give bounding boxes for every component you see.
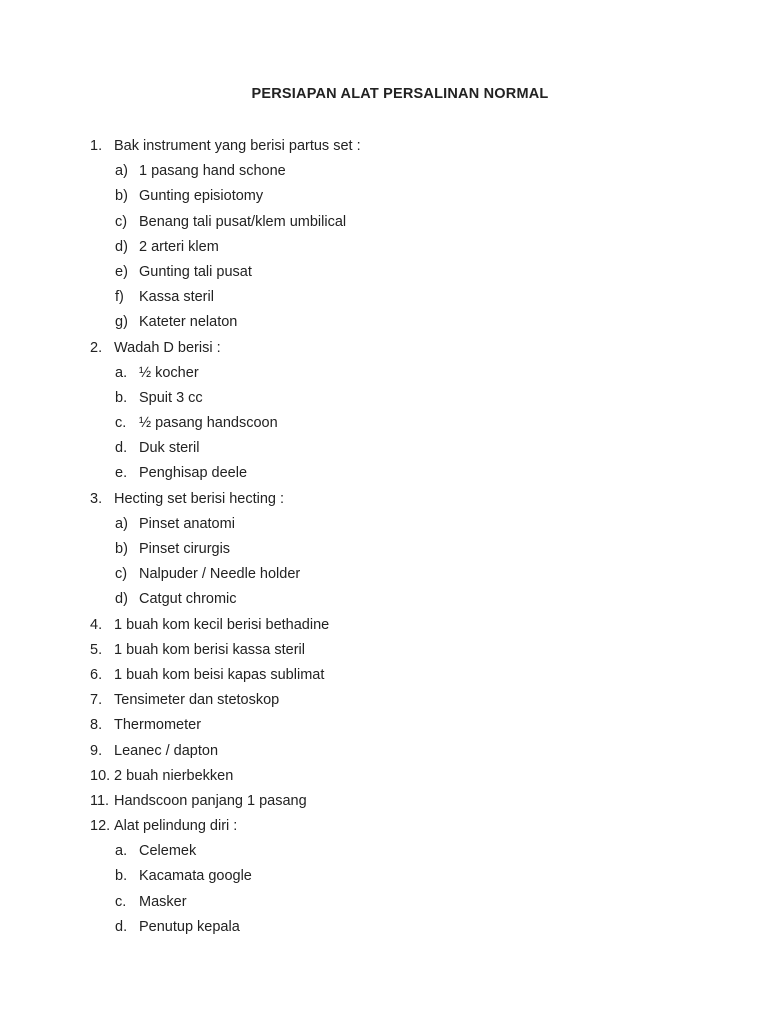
- sub-list-item: [0, 184, 768, 209]
- list-item-text: 1 buah kom beisi kapas sublimat: [114, 666, 325, 683]
- sub-list-item-text: ½ pasang handscoon: [139, 415, 278, 432]
- list-item-number: 1.: [90, 138, 103, 154]
- sub-list-item-letter: d): [115, 591, 128, 608]
- list-item-number: 8.: [90, 717, 103, 734]
- sub-list-item: [0, 159, 768, 184]
- list-item-text: Alat pelindung diri :: [114, 818, 238, 835]
- sub-list-item-text: Kateter nelaton: [139, 314, 238, 331]
- list-item: [0, 764, 768, 789]
- sub-list-item-text: Penghisap deele: [139, 465, 248, 482]
- list-item-number: 7.: [90, 692, 103, 709]
- sub-list-item-letter: d.: [115, 440, 128, 457]
- sub-list-item-text: 1 pasang hand schone: [139, 163, 286, 180]
- list-item-text: Thermometer: [114, 717, 202, 734]
- list-item-text: Hecting set berisi hecting :: [114, 490, 285, 507]
- list-item: [0, 134, 768, 159]
- sub-list-item-text: Duk steril: [139, 440, 200, 457]
- list-item-text: Handscoon panjang 1 pasang: [114, 792, 307, 809]
- sub-list-item-letter: b): [115, 188, 128, 205]
- sub-list-item-letter: b.: [115, 868, 128, 885]
- list-item: [0, 814, 768, 839]
- list-item-number: 2.: [90, 339, 103, 356]
- list-item-text: 1 buah kom berisi kassa steril: [114, 641, 305, 658]
- sub-list-item-letter: e): [115, 263, 128, 280]
- list-item: [0, 688, 768, 713]
- list-item: [0, 487, 768, 512]
- sub-list-item: [0, 386, 768, 411]
- sub-list-item-letter: f): [115, 289, 124, 306]
- sub-list-item-text: Pinset cirurgis: [139, 541, 231, 557]
- sub-list-item-letter: e.: [115, 465, 128, 482]
- sub-list-item: [0, 839, 768, 864]
- list-item: [0, 713, 768, 738]
- sub-list-item: [0, 461, 768, 486]
- list-item-number: 12.: [90, 818, 111, 835]
- sub-list-item-text: Celemek: [139, 843, 197, 860]
- sub-list-item-letter: c): [115, 213, 128, 230]
- sub-list-item-text: Penutup kepala: [139, 918, 240, 935]
- sub-list-item: [0, 235, 768, 260]
- sub-list-item: [0, 864, 768, 889]
- sub-list-item-text: Catgut chromic: [139, 591, 237, 608]
- list-item-text: Tensimeter dan stetoskop: [114, 692, 280, 709]
- sub-list-item-text: Gunting episiotomy: [139, 188, 264, 205]
- sub-list-item: [0, 285, 768, 310]
- sub-list-item: [0, 587, 768, 612]
- sub-list-item-letter: b.: [115, 389, 128, 406]
- list-item: [0, 663, 768, 688]
- sub-list-item-letter: d.: [115, 918, 128, 935]
- sub-list-item-letter: a.: [115, 364, 128, 381]
- sub-list-item-letter: g): [115, 314, 128, 331]
- list-item-text: Wadah D berisi :: [114, 339, 221, 356]
- sub-list-item: [0, 890, 768, 915]
- list-item-number: 11.: [90, 792, 110, 809]
- sub-list-item-letter: a): [115, 163, 128, 180]
- sub-list-item: [0, 436, 768, 461]
- list-item-number: 5.: [90, 641, 103, 658]
- list-item-number: 6.: [90, 666, 103, 683]
- list-item: [0, 739, 768, 764]
- sub-list-item: [0, 260, 768, 285]
- sub-list-item: [0, 310, 768, 335]
- sub-list-item-text: 2 arteri klem: [139, 238, 219, 255]
- sub-list-item-text: Gunting tali pusat: [139, 263, 252, 280]
- sub-list-item-text: Pinset anatomi: [139, 515, 235, 532]
- list-item-number: 10.: [90, 767, 111, 784]
- sub-list-item-letter: b): [115, 541, 128, 557]
- sub-list-item-letter: c.: [115, 415, 127, 432]
- sub-list-item-letter: c): [115, 566, 128, 583]
- list-item-number: 4.: [90, 616, 103, 633]
- sub-list-item-text: ½ kocher: [139, 364, 199, 381]
- list-item: [0, 638, 768, 663]
- sub-list-item: [0, 512, 768, 537]
- list-item: [0, 336, 768, 361]
- sub-list-item-letter: c.: [115, 893, 127, 910]
- sub-list-item: [0, 562, 768, 587]
- list-item-text: 1 buah kom kecil berisi bethadine: [114, 616, 330, 633]
- sub-list-item: [0, 361, 768, 386]
- equipment-list: [0, 134, 768, 940]
- document-title: PERSIAPAN ALAT PERSALINAN NORMAL: [251, 86, 549, 102]
- sub-list-item-text: Spuit 3 cc: [139, 389, 203, 406]
- sub-list-item: [0, 537, 768, 562]
- list-item-number: 9.: [90, 742, 103, 759]
- list-item: [0, 789, 768, 814]
- sub-list-item-letter: a): [115, 515, 128, 532]
- sub-list-item: [0, 411, 768, 436]
- list-item-text: Leanec / dapton: [114, 742, 219, 759]
- sub-list-item-text: Nalpuder / Needle holder: [139, 566, 301, 583]
- list-item-number: 3.: [90, 490, 103, 507]
- sub-list-item: [0, 210, 768, 235]
- list-item: [0, 613, 768, 638]
- sub-list-item-text: Masker: [139, 893, 187, 910]
- sub-list-item-text: Benang tali pusat/klem umbilical: [139, 213, 347, 230]
- sub-list-item-text: Kassa steril: [139, 289, 214, 306]
- sub-list-item-letter: a.: [115, 843, 128, 860]
- sub-list-item-text: Kacamata google: [139, 868, 252, 885]
- list-item-text: Bak instrument yang berisi partus set :: [114, 138, 361, 154]
- sub-list-item: [0, 915, 768, 940]
- list-item-text: 2 buah nierbekken: [114, 767, 234, 784]
- sub-list-item-letter: d): [115, 238, 128, 255]
